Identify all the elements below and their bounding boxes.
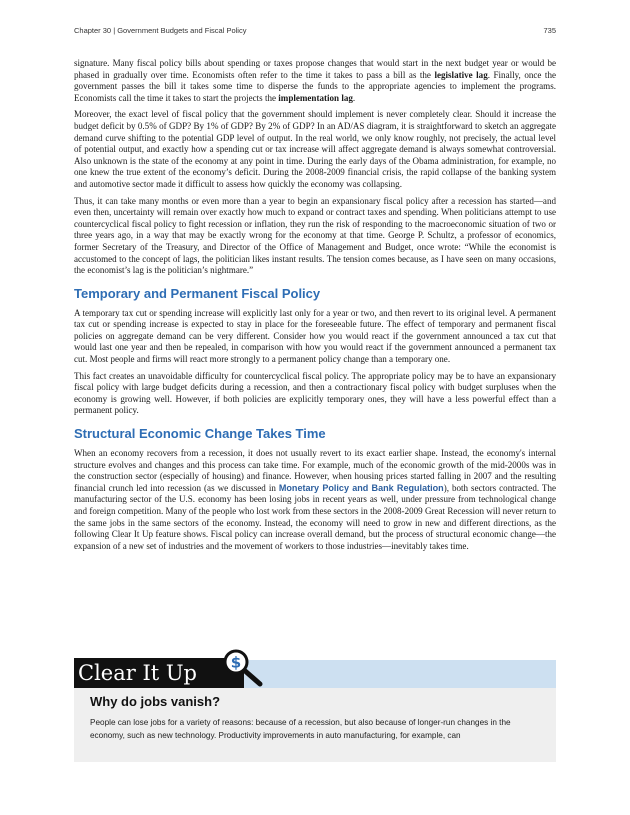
magnifier-dollar-icon (218, 648, 264, 688)
paragraph-politicians: Thus, it can take many months or even more than a year to begin an expansionary fiscal policy after a recession has started—and even then, uncertainty will remain over exactly how much to expand or contract taxes and spending. When politicians attempt to use countercyclical fiscal policy to fight recession or inflation, they run the risk of responding to the macroeconomic situation of two or three years ago, in a way that may be exactly wrong for the economy at that time. George P. Schultz, a professor of economics, former Secretary of the Treasury, and Director of the Office of Management and Budget, once wrote: “While the economist is accustomed to the concept of lags, the politician likes instant results. The tension comes because, as I have seen on many occasions, the economist’s lag is the politician’s nightmare.” (74, 195, 556, 276)
paragraph-temporary-tax-cut: A temporary tax cut or spending increase will explicitly last only for a year or two, and then revert to its original level. A permanent tax cut or spending increase is expected to stay in place for the foreseeable future. The effect of temporary and permanent fiscal policies on aggregate demand can be very different. Consider how you would react if the government announced a tax cut that would last one year and then be repealed, in comparison with how you would react if the government announced a permanent tax cut. Most people and firms will react more strongly to a permanent policy change than a temporary one. (74, 307, 556, 365)
text-run: . Finally, once the government passes the bill it takes some time to disperse the funds to the appropriate agencies to implement the programs. Economists call the time it takes to start the projects the (74, 69, 556, 103)
text-run: When an economy recovers from a recession, it does not usually revert to its exact earlier shape. Instead, the economy's internal structure evolves and changes and this process can take time. For example, much of the economic growth of the mid-2000s was in the construction sector (especially of housing) and finance. However, when housing prices started falling in 2007 and the resulting financial crunch led into recession (as we discussed in (74, 448, 556, 493)
paragraph-structural-change (74, 448, 556, 552)
paragraph-countercyclical-difficulty: This fact creates an unavoidable difficulty for countercyclical fiscal policy. The appropriate policy may be to have an expansionary fiscal policy with large budget deficits during a recession, and then a contractionary fiscal policy with budget surpluses when the economy is growing well. However, if both policies are explicitly temporary ones, they will have a less powerful effect than a permanent policy. (74, 370, 556, 416)
term-legislative-lag: legislative lag (434, 69, 488, 80)
text-run: . (352, 92, 356, 103)
clear-it-up-question: Why do jobs vanish? (90, 694, 221, 709)
paragraph-lags (74, 58, 556, 104)
clear-it-up-banner (74, 648, 556, 688)
text-run: ), both sectors contracted. The manufacturing sector of the U.S. economy has been losing jobs in recent years as well, under pressure from technological change and foreign competition. Many of the people who lost work from these sectors in the 2008-2009 Great Recession will never return to the same jobs in the same sectors of the economy. Instead, the economy will need to grow in new and different directions, as the following Clear It Up feature shows. Fiscal policy can increase overall demand, but the process of structural economic change—the expansion of a new set of industries and the movement of workers to those industries—inevitably takes time. (74, 482, 556, 551)
text-run: signature. Many fiscal policy bills about spending or taxes propose changes that would start in the next budget year or would be phased in gradually over time. Economists often refer to the time it takes to pass a bill as the (74, 58, 556, 80)
page-content (74, 58, 556, 557)
chapter-title: Chapter 30 | Government Budgets and Fiscal Policy (74, 26, 247, 35)
clear-it-up-box (74, 688, 556, 762)
clear-it-up-text: People can lose jobs for a variety of reasons: because of a recession, but also because of longer-run changes in the economy, such as new technology. Productivity improvements in auto manufacturing, for example, can (90, 718, 511, 740)
page-number: 735 (543, 26, 556, 35)
banner-title: Clear It Up (78, 661, 197, 685)
clear-it-up-feature (74, 648, 556, 762)
section-heading-structural-change: Structural Economic Change Takes Time (74, 426, 326, 442)
dollar-glyph: $ (230, 653, 242, 672)
paragraph-uncertainty: Moreover, the exact level of fiscal policy that the government should implement is never completely clear. Should it increase the budget deficit by 0.5% of GDP? By 1% of GDP? By 2% of GDP? In an AD/AS diagram, it is straightforward to sketch an aggregate demand curve shifting to the potential GDP level of output. In the real world, we only know roughly, not precisely, the actual level of potential output, and exactly how a spending cut or tax increase will affect aggregate demand is always somewhat controversial. Also unknown is the state of the economy at any point in time. During the early days of the Obama administration, for example, no one knew the true extent of the economy’s deficit. During the 2008-2009 financial crisis, the rapid collapse of the banking system and automotive sector made it difficult to assess how quickly the economy was collapsing. (74, 109, 556, 189)
link-monetary-policy[interactable]: Monetary Policy and Bank Regulation (278, 482, 444, 493)
section-heading-temporary-permanent: Temporary and Permanent Fiscal Policy (74, 285, 321, 301)
term-implementation-lag: implementation lag (278, 92, 353, 103)
